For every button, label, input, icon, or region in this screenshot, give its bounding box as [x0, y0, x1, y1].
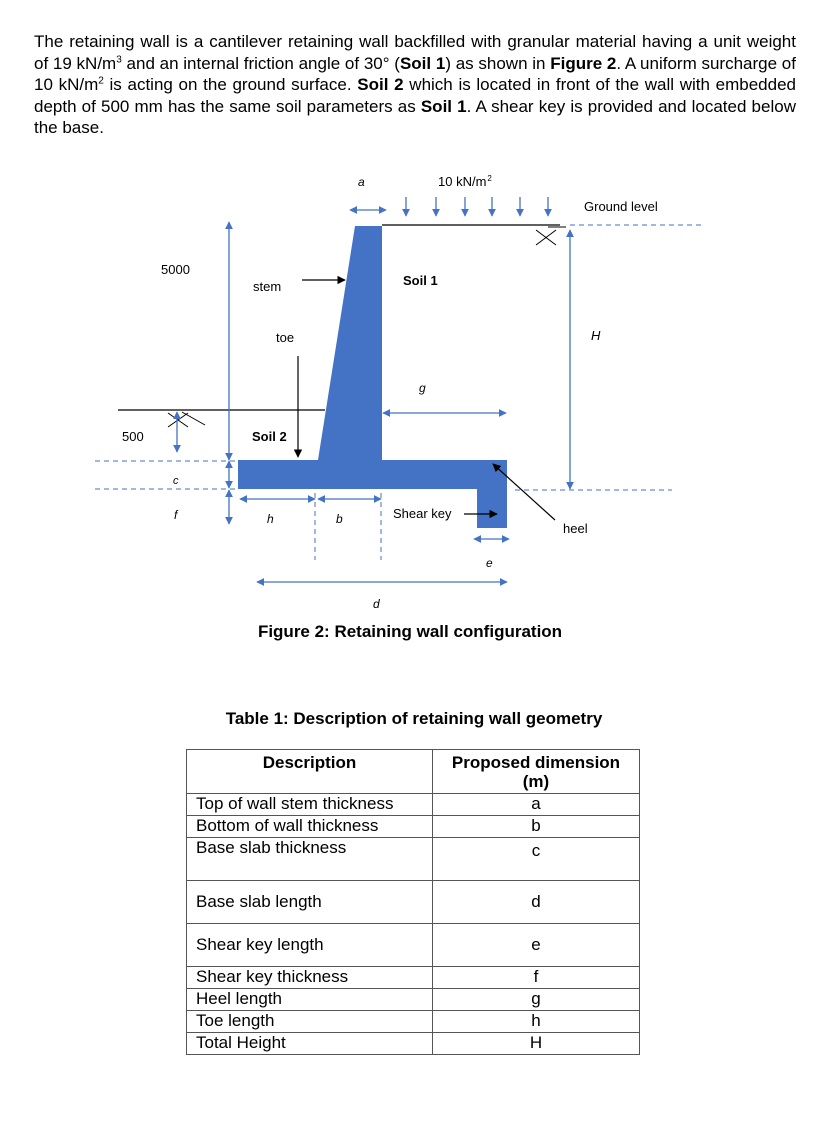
label-H: H	[591, 328, 601, 343]
wall-stem-and-base	[238, 226, 507, 489]
geometry-table	[186, 749, 640, 1055]
label-f: f	[174, 508, 178, 522]
soil1-label: Soil 1	[403, 273, 438, 288]
table-row: Base slab length d	[187, 881, 640, 924]
shear-key-label: Shear key	[393, 506, 452, 521]
dim-500-label: 500	[122, 429, 144, 444]
toe-label: toe	[276, 330, 295, 345]
label-g: g	[419, 381, 426, 395]
table-title: Table 1: Description of retaining wall geometry	[225, 709, 603, 728]
retaining-wall-figure	[0, 160, 828, 620]
table-row: Heel length g	[187, 989, 640, 1011]
table-row: Total Height H	[187, 1033, 640, 1055]
ground-level-label: Ground level	[584, 199, 658, 214]
col-header-dimension: Proposed dimension (m)	[433, 750, 640, 794]
col-header-description: Description	[187, 750, 433, 794]
table-row: Base slab thickness c	[187, 838, 640, 881]
table-row: Bottom of wall thickness b	[187, 816, 640, 838]
table-row: Shear key length e	[187, 924, 640, 967]
surcharge-label: 10 $kN/m^2$	[438, 174, 492, 189]
label-a: a	[358, 175, 365, 189]
table-row: Top of wall stem thickness a	[187, 794, 640, 816]
label-b: b	[336, 512, 343, 526]
stem-label: stem	[253, 279, 282, 294]
label-c: c	[173, 475, 179, 487]
problem-statement: The retaining wall is a cantilever retaining wall backfilled with granular material having a unit weight of 19 $kN/m^3$ and an internal friction angle of 30° (Soil 1) as shown in Figure 2. A uniform surcharge of 10 $kN/m^2$ is acting on the ground surface. Soil 2 which is located in front of the wall with embedded depth of 500 mm has the same soil parameters as Soil 1. A shear key is provided and located below the base.	[34, 32, 796, 137]
table-row: Shear key thickness f	[187, 967, 640, 989]
soil2-label: Soil 2	[252, 429, 287, 444]
figure-caption: Figure 2: Retaining wall configuration	[257, 622, 563, 641]
table-row: Toe length h	[187, 1011, 640, 1033]
table-header-row	[187, 750, 640, 794]
heel-label: heel	[563, 521, 588, 536]
dim-5000-label: 5000	[161, 262, 190, 277]
label-e: e	[486, 556, 493, 570]
label-d: d	[373, 597, 380, 611]
label-h: h	[267, 512, 274, 526]
shear-key	[477, 489, 507, 528]
